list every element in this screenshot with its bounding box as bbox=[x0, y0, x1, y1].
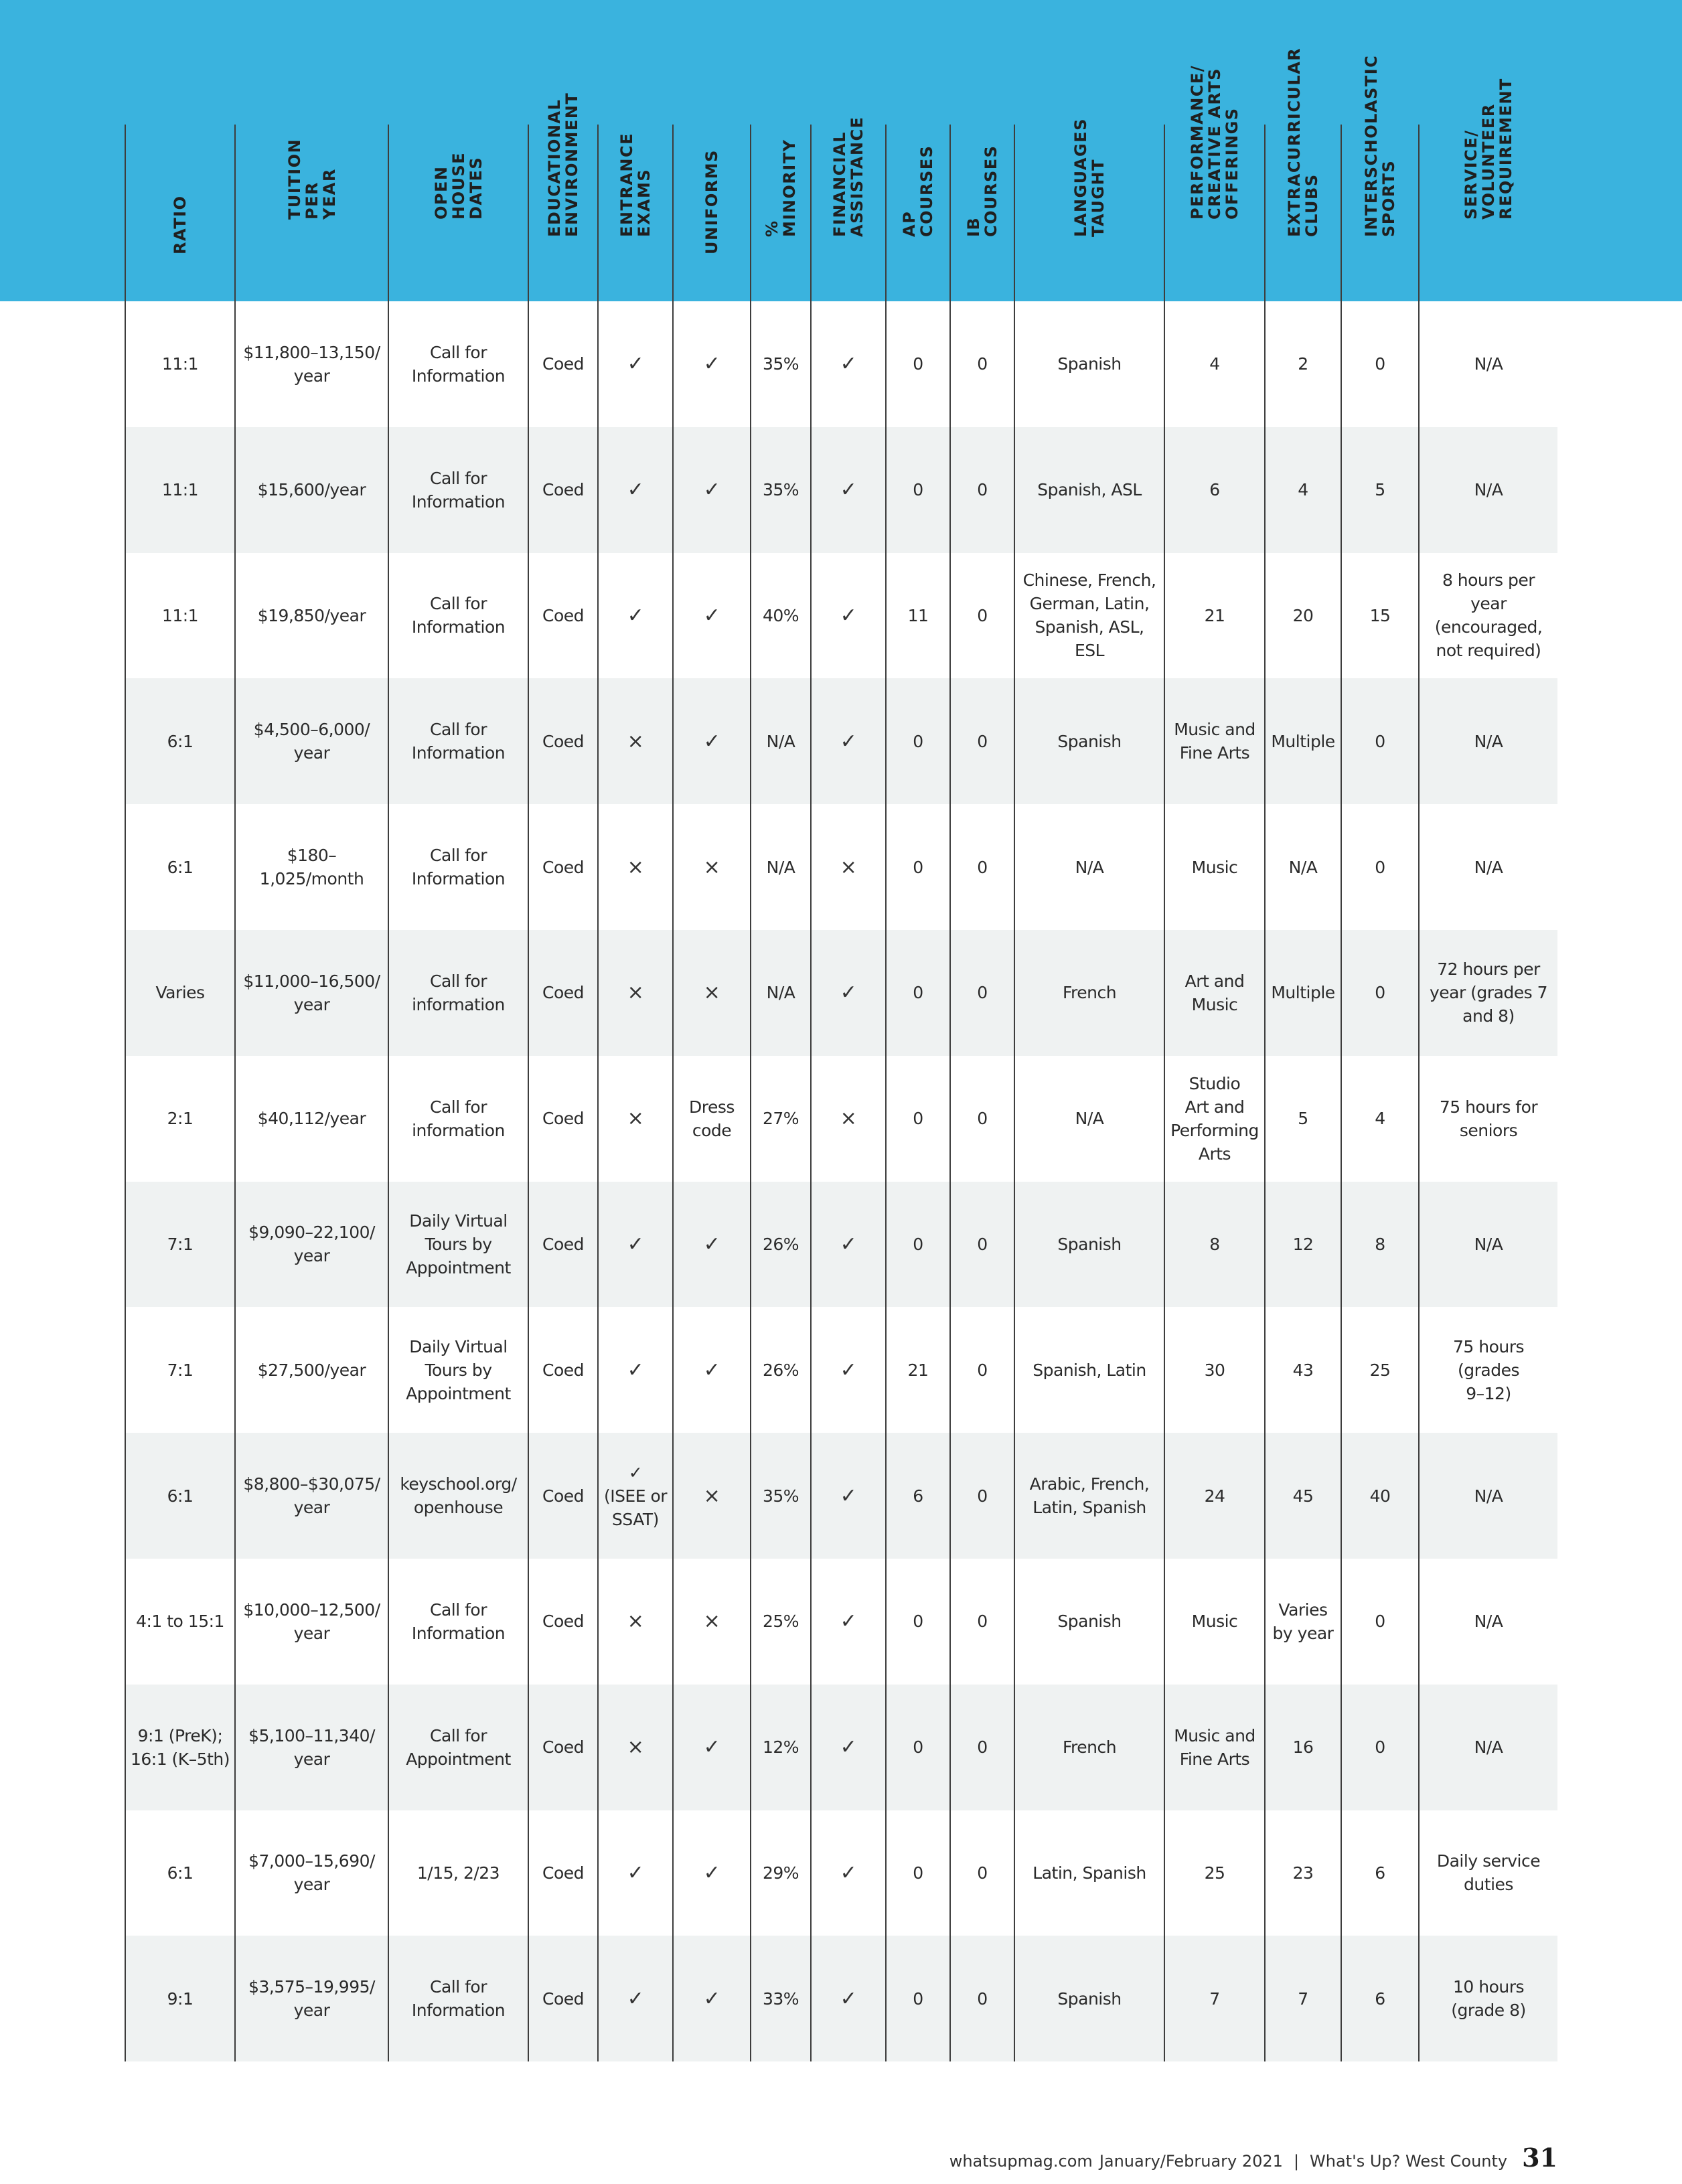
cell-environment: Coed bbox=[528, 678, 597, 804]
cell-uniforms: Dress code bbox=[672, 1056, 750, 1182]
cell-service: 75 hours (grades 9–12) bbox=[1418, 1307, 1557, 1433]
cell-tuition: $11,000–16,500/ year bbox=[234, 930, 388, 1056]
cell-open_house: Call for Information bbox=[388, 301, 528, 427]
cell-minority: 40% bbox=[750, 553, 810, 679]
cell-uniforms: ✓ bbox=[672, 427, 750, 553]
cell-uniforms: ✓ bbox=[672, 1810, 750, 1936]
column-header-label: ENTRANCE EXAMS bbox=[617, 133, 654, 237]
column-header-ap bbox=[885, 125, 949, 301]
cell-sports: 0 bbox=[1341, 678, 1418, 804]
cell-service: N/A bbox=[1418, 1433, 1557, 1559]
column-header-label: LANGUAGES TAUGHT bbox=[1071, 118, 1107, 237]
cell-open_house: Call for Information bbox=[388, 553, 528, 679]
cell-ap: 0 bbox=[885, 301, 949, 427]
cell-sports: 25 bbox=[1341, 1307, 1418, 1433]
cell-ratio: 11:1 bbox=[125, 553, 234, 679]
cell-minority: 25% bbox=[750, 1559, 810, 1685]
page-number: 31 bbox=[1522, 2142, 1557, 2173]
cell-entrance: × bbox=[597, 930, 672, 1056]
cell-uniforms: ✓ bbox=[672, 678, 750, 804]
cell-entrance: × bbox=[597, 804, 672, 930]
cell-minority: 33% bbox=[750, 1936, 810, 2061]
cell-arts: 4 bbox=[1164, 301, 1264, 427]
cell-minority: 35% bbox=[750, 427, 810, 553]
cell-languages: Spanish bbox=[1014, 678, 1164, 804]
cell-service: N/A bbox=[1418, 804, 1557, 930]
page-footer bbox=[949, 2142, 1557, 2173]
cell-arts: 25 bbox=[1164, 1810, 1264, 1936]
cell-financial: ✓ bbox=[810, 301, 885, 427]
cell-entrance: × bbox=[597, 678, 672, 804]
cell-minority: N/A bbox=[750, 678, 810, 804]
cell-entrance: ✓ bbox=[597, 1936, 672, 2061]
cell-languages: Spanish bbox=[1014, 1559, 1164, 1685]
cell-tuition: $3,575–19,995/ year bbox=[234, 1936, 388, 2061]
cell-entrance: ✓ bbox=[597, 553, 672, 679]
cell-environment: Coed bbox=[528, 930, 597, 1056]
cell-service: N/A bbox=[1418, 1685, 1557, 1810]
cell-open_house: Call for Appointment bbox=[388, 1685, 528, 1810]
cell-sports: 4 bbox=[1341, 1056, 1418, 1182]
table-row bbox=[125, 1433, 1557, 1559]
cell-entrance: ✓ bbox=[597, 427, 672, 553]
cell-financial: ✓ bbox=[810, 1936, 885, 2061]
cell-sports: 15 bbox=[1341, 553, 1418, 679]
footer-issue: January/February 2021 bbox=[1099, 2152, 1283, 2171]
cell-tuition: $27,500/year bbox=[234, 1307, 388, 1433]
cell-service: N/A bbox=[1418, 427, 1557, 553]
cell-ap: 0 bbox=[885, 678, 949, 804]
cell-languages: Spanish, Latin bbox=[1014, 1307, 1164, 1433]
cell-tuition: $10,000–12,500/ year bbox=[234, 1559, 388, 1685]
cell-arts: Music and Fine Arts bbox=[1164, 678, 1264, 804]
cell-financial: ✓ bbox=[810, 1685, 885, 1810]
table-row bbox=[125, 1685, 1557, 1810]
cell-arts: 8 bbox=[1164, 1182, 1264, 1308]
cell-ratio: Varies bbox=[125, 930, 234, 1056]
cell-languages: Chinese, French, German, Latin, Spanish, ASL, ESL bbox=[1014, 553, 1164, 679]
cell-environment: Coed bbox=[528, 1559, 597, 1685]
cell-environment: Coed bbox=[528, 1182, 597, 1308]
cell-sports: 5 bbox=[1341, 427, 1418, 553]
column-header-label: PERFORMANCE/ CREATIVE ARTS OFFERINGS bbox=[1188, 64, 1241, 220]
cell-service: N/A bbox=[1418, 1182, 1557, 1308]
table-row bbox=[125, 301, 1557, 427]
cell-minority: 35% bbox=[750, 301, 810, 427]
cell-minority: 26% bbox=[750, 1182, 810, 1308]
cell-open_house: 1/15, 2/23 bbox=[388, 1810, 528, 1936]
cell-tuition: $8,800–$30,075/ year bbox=[234, 1433, 388, 1559]
cell-environment: Coed bbox=[528, 1810, 597, 1936]
column-header-ratio bbox=[125, 125, 234, 301]
cell-languages: Spanish bbox=[1014, 1936, 1164, 2061]
cell-languages: N/A bbox=[1014, 1056, 1164, 1182]
cell-languages: N/A bbox=[1014, 804, 1164, 930]
cell-tuition: $19,850/year bbox=[234, 553, 388, 679]
column-header-minority bbox=[750, 125, 810, 301]
table-row bbox=[125, 427, 1557, 553]
cell-ratio: 6:1 bbox=[125, 678, 234, 804]
column-header-label: INTERSCHOLASTIC SPORTS bbox=[1362, 54, 1398, 237]
cell-open_house: Call for Information bbox=[388, 1559, 528, 1685]
column-header-service bbox=[1418, 78, 1557, 301]
cell-languages: French bbox=[1014, 930, 1164, 1056]
column-header-open_house bbox=[388, 125, 528, 301]
schools-table bbox=[125, 301, 1557, 2061]
cell-financial: ✓ bbox=[810, 678, 885, 804]
cell-ib: 0 bbox=[949, 1936, 1014, 2061]
table-row bbox=[125, 930, 1557, 1056]
cell-financial: ✓ bbox=[810, 1182, 885, 1308]
column-header-tuition bbox=[234, 125, 388, 301]
column-header-label: EXTRACURRICULAR CLUBS bbox=[1285, 47, 1321, 237]
cell-minority: N/A bbox=[750, 930, 810, 1056]
cell-entrance: × bbox=[597, 1559, 672, 1685]
cell-financial: × bbox=[810, 804, 885, 930]
cell-minority: 12% bbox=[750, 1685, 810, 1810]
cell-uniforms: ✓ bbox=[672, 1307, 750, 1433]
column-header-uniforms bbox=[672, 125, 750, 301]
cell-clubs: 12 bbox=[1264, 1182, 1341, 1308]
cell-environment: Coed bbox=[528, 1685, 597, 1810]
cell-sports: 0 bbox=[1341, 301, 1418, 427]
cell-entrance: ✓ (ISEE or SSAT) bbox=[597, 1433, 672, 1559]
column-header-label: TUITION PER YEAR bbox=[285, 138, 339, 220]
cell-minority: 27% bbox=[750, 1056, 810, 1182]
cell-ap: 21 bbox=[885, 1307, 949, 1433]
cell-financial: ✓ bbox=[810, 930, 885, 1056]
cell-tuition: $40,112/year bbox=[234, 1056, 388, 1182]
cell-service: Daily service duties bbox=[1418, 1810, 1557, 1936]
column-header-label: AP COURSES bbox=[900, 145, 936, 237]
cell-arts: Music bbox=[1164, 804, 1264, 930]
cell-financial: ✓ bbox=[810, 553, 885, 679]
cell-ratio: 11:1 bbox=[125, 427, 234, 553]
cell-ib: 0 bbox=[949, 427, 1014, 553]
cell-entrance: × bbox=[597, 1056, 672, 1182]
cell-tuition: $7,000–15,690/ year bbox=[234, 1810, 388, 1936]
cell-sports: 8 bbox=[1341, 1182, 1418, 1308]
column-headers bbox=[125, 47, 1557, 301]
cell-ratio: 7:1 bbox=[125, 1182, 234, 1308]
cell-service: 75 hours for seniors bbox=[1418, 1056, 1557, 1182]
table-row bbox=[125, 1810, 1557, 1936]
cell-languages: Spanish, ASL bbox=[1014, 427, 1164, 553]
cell-open_house: Daily Virtual Tours by Appointment bbox=[388, 1182, 528, 1308]
cell-ap: 0 bbox=[885, 1559, 949, 1685]
column-header-languages bbox=[1014, 118, 1164, 301]
cell-uniforms: ✓ bbox=[672, 553, 750, 679]
cell-financial: ✓ bbox=[810, 427, 885, 553]
cell-sports: 6 bbox=[1341, 1936, 1418, 2061]
cell-uniforms: × bbox=[672, 804, 750, 930]
cell-arts: 21 bbox=[1164, 553, 1264, 679]
cell-clubs: 43 bbox=[1264, 1307, 1341, 1433]
cell-tuition: $180–1,025/month bbox=[234, 804, 388, 930]
cell-service: N/A bbox=[1418, 678, 1557, 804]
cell-tuition: $15,600/year bbox=[234, 427, 388, 553]
cell-ib: 0 bbox=[949, 804, 1014, 930]
cell-open_house: keyschool.org/ openhouse bbox=[388, 1433, 528, 1559]
cell-open_house: Call for information bbox=[388, 930, 528, 1056]
column-header-label: SERVICE/ VOLUNTEER REQUIREMENT bbox=[1462, 78, 1515, 220]
cell-arts: 24 bbox=[1164, 1433, 1264, 1559]
table-row bbox=[125, 553, 1557, 679]
cell-environment: Coed bbox=[528, 1056, 597, 1182]
cell-ib: 0 bbox=[949, 1056, 1014, 1182]
cell-ratio: 6:1 bbox=[125, 1433, 234, 1559]
cell-clubs: Multiple bbox=[1264, 930, 1341, 1056]
cell-financial: ✓ bbox=[810, 1433, 885, 1559]
cell-open_house: Call for Information bbox=[388, 804, 528, 930]
cell-arts: Art and Music bbox=[1164, 930, 1264, 1056]
cell-ap: 0 bbox=[885, 804, 949, 930]
cell-arts: Studio Art and Performing Arts bbox=[1164, 1056, 1264, 1182]
cell-minority: N/A bbox=[750, 804, 810, 930]
cell-minority: 26% bbox=[750, 1307, 810, 1433]
cell-service: 72 hours per year (grades 7 and 8) bbox=[1418, 930, 1557, 1056]
footer-separator: | bbox=[1293, 2152, 1300, 2171]
cell-service: N/A bbox=[1418, 301, 1557, 427]
cell-languages: Arabic, French, Latin, Spanish bbox=[1014, 1433, 1164, 1559]
cell-uniforms: × bbox=[672, 930, 750, 1056]
cell-ratio: 2:1 bbox=[125, 1056, 234, 1182]
table-row bbox=[125, 1559, 1557, 1685]
cell-uniforms: ✓ bbox=[672, 301, 750, 427]
table-row bbox=[125, 1936, 1557, 2061]
table-row bbox=[125, 678, 1557, 804]
cell-environment: Coed bbox=[528, 553, 597, 679]
table-row bbox=[125, 804, 1557, 930]
cell-entrance: ✓ bbox=[597, 1810, 672, 1936]
cell-clubs: N/A bbox=[1264, 804, 1341, 930]
column-header-label: EDUCATIONAL ENVIRONMENT bbox=[545, 92, 581, 237]
cell-financial: ✓ bbox=[810, 1810, 885, 1936]
cell-ib: 0 bbox=[949, 678, 1014, 804]
cell-languages: Latin, Spanish bbox=[1014, 1810, 1164, 1936]
cell-ap: 0 bbox=[885, 1182, 949, 1308]
cell-environment: Coed bbox=[528, 804, 597, 930]
cell-open_house: Call for Information bbox=[388, 678, 528, 804]
cell-uniforms: ✓ bbox=[672, 1685, 750, 1810]
cell-clubs: 23 bbox=[1264, 1810, 1341, 1936]
cell-ratio: 7:1 bbox=[125, 1307, 234, 1433]
cell-arts: Music and Fine Arts bbox=[1164, 1685, 1264, 1810]
cell-ratio: 9:1 (PreK); 16:1 (K–5th) bbox=[125, 1685, 234, 1810]
cell-clubs: 20 bbox=[1264, 553, 1341, 679]
cell-ratio: 4:1 to 15:1 bbox=[125, 1559, 234, 1685]
cell-ib: 0 bbox=[949, 930, 1014, 1056]
cell-tuition: $11,800–13,150/ year bbox=[234, 301, 388, 427]
cell-arts: 30 bbox=[1164, 1307, 1264, 1433]
cell-environment: Coed bbox=[528, 427, 597, 553]
cell-clubs: 5 bbox=[1264, 1056, 1341, 1182]
column-header-label: UNIFORMS bbox=[702, 149, 721, 254]
cell-tuition: $9,090–22,100/ year bbox=[234, 1182, 388, 1308]
column-header-entrance bbox=[597, 125, 672, 301]
cell-open_house: Call for Information bbox=[388, 1936, 528, 2061]
cell-service: N/A bbox=[1418, 1559, 1557, 1685]
cell-ap: 0 bbox=[885, 930, 949, 1056]
cell-uniforms: ✓ bbox=[672, 1182, 750, 1308]
cell-financial: × bbox=[810, 1056, 885, 1182]
table-row bbox=[125, 1056, 1557, 1182]
cell-sports: 40 bbox=[1341, 1433, 1418, 1559]
cell-minority: 29% bbox=[750, 1810, 810, 1936]
cell-ib: 0 bbox=[949, 1182, 1014, 1308]
column-header-environment bbox=[528, 92, 597, 301]
cell-uniforms: × bbox=[672, 1559, 750, 1685]
cell-entrance: ✓ bbox=[597, 301, 672, 427]
column-header-sports bbox=[1341, 54, 1418, 301]
cell-ib: 0 bbox=[949, 553, 1014, 679]
cell-clubs: Multiple bbox=[1264, 678, 1341, 804]
cell-languages: Spanish bbox=[1014, 301, 1164, 427]
column-header-label: % MINORITY bbox=[763, 139, 799, 237]
column-header-label: RATIO bbox=[171, 195, 189, 254]
cell-sports: 0 bbox=[1341, 804, 1418, 930]
column-header-financial bbox=[810, 116, 885, 301]
cell-ratio: 11:1 bbox=[125, 301, 234, 427]
cell-clubs: 4 bbox=[1264, 427, 1341, 553]
cell-ib: 0 bbox=[949, 1307, 1014, 1433]
cell-ap: 0 bbox=[885, 427, 949, 553]
table-row bbox=[125, 1182, 1557, 1308]
cell-minority: 35% bbox=[750, 1433, 810, 1559]
cell-languages: French bbox=[1014, 1685, 1164, 1810]
cell-arts: 6 bbox=[1164, 427, 1264, 553]
cell-ap: 0 bbox=[885, 1810, 949, 1936]
cell-environment: Coed bbox=[528, 1936, 597, 2061]
table-row bbox=[125, 1307, 1557, 1433]
column-header-label: IB COURSES bbox=[964, 145, 1000, 237]
cell-open_house: Daily Virtual Tours by Appointment bbox=[388, 1307, 528, 1433]
cell-environment: Coed bbox=[528, 301, 597, 427]
cell-entrance: ✓ bbox=[597, 1307, 672, 1433]
cell-clubs: 16 bbox=[1264, 1685, 1341, 1810]
cell-ap: 0 bbox=[885, 1936, 949, 2061]
cell-ib: 0 bbox=[949, 1433, 1014, 1559]
cell-ib: 0 bbox=[949, 1810, 1014, 1936]
cell-arts: 7 bbox=[1164, 1936, 1264, 2061]
cell-uniforms: ✓ bbox=[672, 1936, 750, 2061]
cell-clubs: 45 bbox=[1264, 1433, 1341, 1559]
cell-financial: ✓ bbox=[810, 1559, 885, 1685]
cell-sports: 0 bbox=[1341, 1685, 1418, 1810]
cell-ib: 0 bbox=[949, 1559, 1014, 1685]
cell-sports: 6 bbox=[1341, 1810, 1418, 1936]
column-header-arts bbox=[1164, 64, 1264, 301]
cell-ap: 6 bbox=[885, 1433, 949, 1559]
cell-arts: Music bbox=[1164, 1559, 1264, 1685]
cell-ib: 0 bbox=[949, 1685, 1014, 1810]
column-header-clubs bbox=[1264, 47, 1341, 301]
cell-service: 8 hours per year (encouraged, not required) bbox=[1418, 553, 1557, 679]
cell-environment: Coed bbox=[528, 1307, 597, 1433]
cell-ratio: 6:1 bbox=[125, 804, 234, 930]
footer-site[interactable]: whatsupmag.com bbox=[949, 2152, 1093, 2171]
column-header-label: FINANCIAL ASSISTANCE bbox=[830, 116, 866, 237]
cell-environment: Coed bbox=[528, 1433, 597, 1559]
cell-sports: 0 bbox=[1341, 930, 1418, 1056]
cell-open_house: Call for information bbox=[388, 1056, 528, 1182]
cell-ap: 11 bbox=[885, 553, 949, 679]
footer-publication: What's Up? West County bbox=[1310, 2152, 1508, 2171]
cell-clubs: 7 bbox=[1264, 1936, 1341, 2061]
cell-tuition: $5,100–11,340/ year bbox=[234, 1685, 388, 1810]
cell-uniforms: × bbox=[672, 1433, 750, 1559]
cell-entrance: × bbox=[597, 1685, 672, 1810]
cell-ratio: 6:1 bbox=[125, 1810, 234, 1936]
cell-tuition: $4,500–6,000/ year bbox=[234, 678, 388, 804]
cell-languages: Spanish bbox=[1014, 1182, 1164, 1308]
cell-ratio: 9:1 bbox=[125, 1936, 234, 2061]
cell-ap: 0 bbox=[885, 1056, 949, 1182]
cell-service: 10 hours (grade 8) bbox=[1418, 1936, 1557, 2061]
column-header-label: OPEN HOUSE DATES bbox=[431, 151, 485, 220]
cell-open_house: Call for Information bbox=[388, 427, 528, 553]
cell-clubs: Varies by year bbox=[1264, 1559, 1341, 1685]
cell-ib: 0 bbox=[949, 301, 1014, 427]
cell-sports: 0 bbox=[1341, 1559, 1418, 1685]
cell-entrance: ✓ bbox=[597, 1182, 672, 1308]
cell-ap: 0 bbox=[885, 1685, 949, 1810]
cell-financial: ✓ bbox=[810, 1307, 885, 1433]
column-header-ib bbox=[949, 125, 1014, 301]
cell-clubs: 2 bbox=[1264, 301, 1341, 427]
